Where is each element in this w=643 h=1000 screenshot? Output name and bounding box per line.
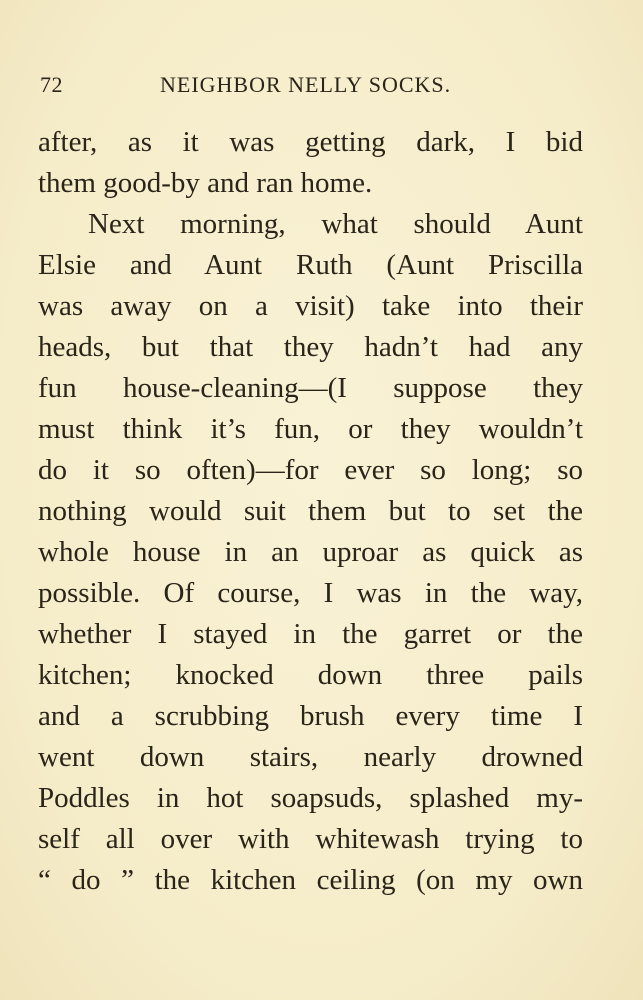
text-line: whole house in an uproar as quick as <box>38 536 583 568</box>
text-line: do it so often)—for ever so long; so <box>38 454 583 486</box>
page-header <box>40 72 600 102</box>
page-number: 72 <box>40 72 63 97</box>
text-line: kitchen; knocked down three pails <box>38 659 583 691</box>
text-line: went down stairs, nearly drowned <box>38 741 583 773</box>
text-line: Poddles in hot soapsuds, splashed my- <box>38 782 583 814</box>
body-text <box>38 122 583 901</box>
text-line: Elsie and Aunt Ruth (Aunt Priscilla <box>38 249 583 281</box>
text-line: must think it’s fun, or they wouldn’t <box>38 413 583 445</box>
text-line: and a scrubbing brush every time I <box>38 700 583 732</box>
text-line: whether I stayed in the garret or the <box>38 618 583 650</box>
text-line: was away on a visit) take into their <box>38 290 583 322</box>
text-line: nothing would suit them but to set the <box>38 495 583 527</box>
running-title: NEIGHBOR NELLY SOCKS. <box>160 72 452 97</box>
text-line: possible. Of course, I was in the way, <box>38 577 583 609</box>
text-line: Next morning, what should Aunt <box>88 208 583 240</box>
text-line: them good-by and ran home. <box>38 167 373 199</box>
text-line: heads, but that they hadn’t had any <box>38 331 583 363</box>
text-line: “ do ” the kitchen ceiling (on my own <box>38 864 583 896</box>
text-line: after, as it was getting dark, I bid <box>38 126 583 158</box>
text-line: self all over with whitewash trying to <box>38 823 583 855</box>
text-line: fun house-cleaning—(I suppose they <box>38 372 583 404</box>
